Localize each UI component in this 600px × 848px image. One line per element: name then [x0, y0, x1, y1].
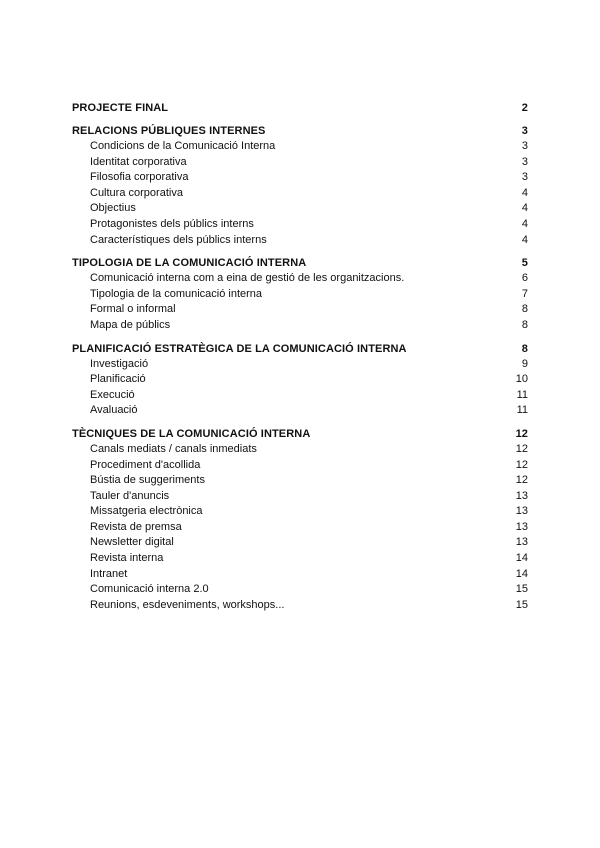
toc-item-title: Protagonistes dels públics interns	[90, 217, 254, 230]
toc-item-title: Comunicació interna com a eina de gestió de les organitzacions.	[90, 272, 405, 285]
toc-item-title: Canals mediats / canals inmediats	[90, 442, 257, 455]
toc-heading-title: TÈCNIQUES DE LA COMUNICACIÓ INTERNA	[72, 427, 311, 440]
toc-item-page: 4	[521, 186, 528, 199]
toc-item[interactable]	[72, 372, 528, 388]
toc-heading-title: TIPOLOGIA DE LA COMUNICACIÓ INTERNA	[72, 257, 307, 270]
toc-item-page: 9	[521, 357, 528, 370]
toc-item[interactable]	[72, 233, 528, 249]
toc-section	[72, 100, 528, 116]
toc-item-page: 13	[515, 536, 528, 549]
toc-item[interactable]	[72, 442, 528, 458]
toc-item-title: Cultura corporativa	[90, 186, 183, 199]
toc-section	[72, 426, 528, 614]
toc-item-title: Formal o informal	[90, 303, 176, 316]
toc-section	[72, 341, 528, 419]
toc-item[interactable]	[72, 388, 528, 404]
toc-item-title: Execució	[90, 388, 135, 401]
toc-heading-page: 12	[515, 427, 528, 440]
toc-item-title: Objectius	[90, 202, 136, 215]
toc-item[interactable]	[72, 582, 528, 598]
toc-item-title: Condicions de la Comunicació Interna	[90, 140, 276, 152]
toc-item-page: 7	[521, 287, 528, 300]
toc-item[interactable]	[72, 217, 528, 233]
toc-item-page: 4	[521, 233, 528, 246]
toc-item-title: Filosofia corporativa	[90, 171, 189, 184]
toc-item[interactable]	[72, 302, 528, 318]
toc-item-title: Reunions, esdeveniments, workshops...	[90, 598, 285, 611]
toc-item-title: Característiques dels públics interns	[90, 233, 267, 246]
toc-item-page: 12	[515, 442, 528, 455]
toc-item[interactable]	[72, 567, 528, 583]
toc-item[interactable]	[72, 155, 528, 171]
toc-heading-title: PLANIFICACIÓ ESTRATÈGICA DE LA COMUNICACIÓ INTERNA	[72, 342, 407, 355]
toc-item-page: 3	[521, 140, 528, 152]
toc-item-title: Revista de premsa	[90, 520, 182, 533]
toc-item[interactable]	[72, 186, 528, 202]
toc-item-page: 13	[515, 520, 528, 533]
toc-item-title: Bústia de suggeriments	[90, 474, 205, 487]
toc-item[interactable]	[72, 139, 528, 155]
toc-item-page: 3	[521, 171, 528, 184]
toc-heading-page: 3	[521, 125, 528, 137]
toc-item-page: 8	[521, 318, 528, 331]
toc-item-title: Mapa de públics	[90, 318, 171, 331]
toc-item-page: 14	[515, 567, 528, 580]
toc-item-title: Investigació	[90, 357, 149, 370]
toc-item-title: Intranet	[90, 567, 128, 580]
toc-heading[interactable]	[72, 255, 528, 271]
toc-item-page: 13	[515, 505, 528, 518]
toc-item[interactable]	[72, 598, 528, 614]
toc-item-page: 12	[515, 474, 528, 487]
toc-item[interactable]	[72, 551, 528, 567]
toc-item-page: 11	[516, 404, 528, 417]
toc-item-page: 14	[515, 552, 528, 565]
toc-item[interactable]	[72, 287, 528, 303]
toc-item-title: Revista interna	[90, 552, 164, 565]
toc-item-page: 6	[521, 272, 528, 285]
toc-item-page: 4	[521, 217, 528, 230]
toc-heading-page: 8	[521, 342, 528, 355]
toc-item[interactable]	[72, 504, 528, 520]
toc-item[interactable]	[72, 201, 528, 217]
toc-item-page: 4	[521, 202, 528, 215]
toc-item-page: 11	[516, 388, 528, 401]
toc-heading-title: PROJECTE FINAL	[72, 102, 169, 114]
toc-item-page: 10	[515, 373, 528, 386]
toc-item-page: 12	[515, 458, 528, 471]
toc-item-page: 15	[515, 583, 528, 596]
toc-item[interactable]	[72, 271, 528, 287]
toc-item[interactable]	[72, 403, 528, 419]
toc-item-page: 13	[515, 489, 528, 502]
toc-heading-page: 5	[521, 257, 528, 270]
toc-item[interactable]	[72, 489, 528, 505]
toc-item-title: Tipologia de la comunicació interna	[90, 287, 263, 300]
toc-item-page: 8	[521, 303, 528, 316]
toc-section	[72, 255, 528, 333]
toc-item-page: 3	[521, 155, 528, 168]
toc-item[interactable]	[72, 473, 528, 489]
toc-heading-page: 2	[521, 102, 528, 114]
toc-item[interactable]	[72, 458, 528, 474]
toc-section	[72, 123, 528, 248]
toc-item[interactable]	[72, 357, 528, 373]
toc-heading[interactable]	[72, 341, 528, 357]
toc-heading[interactable]	[72, 123, 528, 139]
toc-item[interactable]	[72, 170, 528, 186]
toc-heading[interactable]	[72, 100, 528, 116]
toc-item-title: Avaluació	[90, 404, 138, 417]
toc-heading-title: RELACIONS PÚBLIQUES INTERNES	[72, 125, 266, 137]
toc-item-title: Identitat corporativa	[90, 155, 187, 168]
table-of-contents	[72, 100, 528, 620]
toc-item[interactable]	[72, 318, 528, 334]
toc-item-title: Planificació	[90, 373, 146, 386]
toc-item[interactable]	[72, 520, 528, 536]
toc-item-title: Missatgeria electrònica	[90, 505, 203, 518]
toc-item-title: Tauler d'anuncis	[90, 489, 170, 502]
toc-item[interactable]	[72, 535, 528, 551]
toc-item-title: Newsletter digital	[90, 536, 174, 549]
toc-heading[interactable]	[72, 426, 528, 442]
toc-item-title: Procediment d'acollida	[90, 458, 201, 471]
toc-item-page: 15	[515, 598, 528, 611]
toc-item-title: Comunicació interna 2.0	[90, 583, 209, 596]
